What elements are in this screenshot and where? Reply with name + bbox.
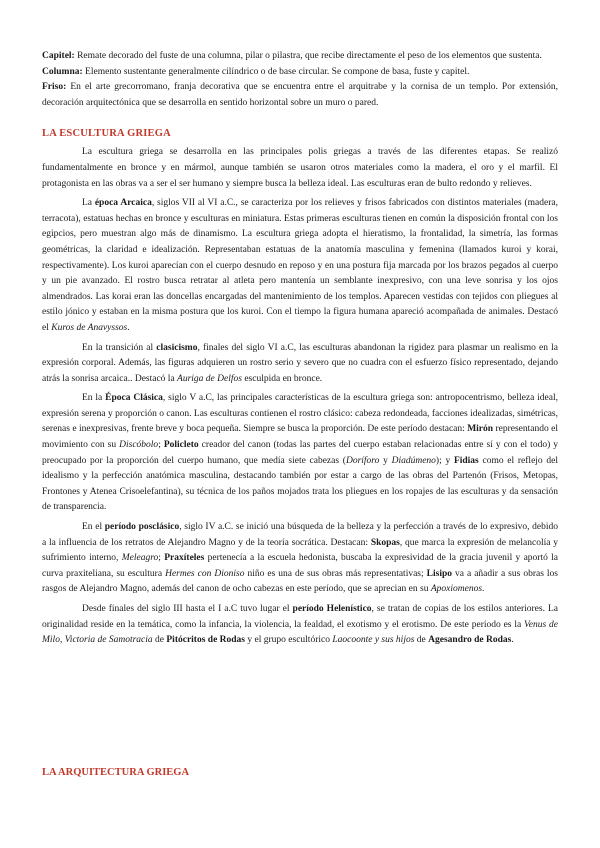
glossary-columna — [42, 65, 558, 81]
paragraph-clasica: En la Época Clásica, siglo V a.C, las principales características de la escultura griega son: antropocentrismo, belleza ideal, expresión serena y proporción o canon. Las esculturas contienen el rostro clásico: cabeza redondeada, facciones idealizadas, simétricas, serenas e inexpresivas, frente breve y boca pequeña. Siempre se busca la proporción. De este período destacan: Mirón representando el movimiento con su Discóbolo; Policleto creador del canon (todas las partes del cuerpo estaban relacionadas entre sí y con el todo) y preocupado por la proporción del cuerpo humano, que medía siete cabezas (Doríforo y Diadúmeno); y Fidias como el reflejo del idealismo y la perfección anatómica masculina, destacando también por estar a cargo de las obras del Partenón (Frisos, Metopas, Frontones y Atenea Crisoelefantina), su técnica de los paños mojados trata los pliegues en los ropajes de las esculturas y da sensación de transparencia. — [42, 393, 559, 513]
paragraph-arcaica: La época Arcaica, siglos VII al VI a.C., se caracteriza por los relieves y frisos fabricados con distintos materiales (madera, terracota), estatuas hechas en bronce y esculturas en miniatura. Estas primeras esculturas tienen en común la disposición frontal con los egipcios, pero muestran algo más de dinamismo. La escultura griega adopta el hieratismo, la frontalidad, la simetría, las formas geométricas, la claridad e idealización. Representaban estatuas de la anatomía masculina y femenina (llamados kuroi y korai, respectivamente). Los kuroi aparecían con el cuerpo desnudo en reposo y en una postura fija marcada por los brazos pegados al cuerpo y un pie avanzado. El rostro busca retratar al atleta pero mantenía un semblante inexpresivo, con una leve sonrisa y los ojos almendrados. Las korai eran las doncellas encargadas del mantenimiento de los templos. Aparecen vestidas con tejidos con pliegues al estilo jónico y estaban en la misma postura que los kuroi. Con el tiempo la figura humana apareció acompañada de animales. Destacó el Kuros de Anavyssos. — [42, 198, 558, 333]
paragraph-intro: La escultura griega se desarrolla en las principales polis griegas a través de las diferentes etapas. Se realizó fundamentalmente en bronce y en mármol, aunque también se usaron otros materiales como la madera, el oro y el marfil. El protagonista en las obras va a ser el ser humano y siempre busca la belleza ideal. Las esculturas eran de bulto redondo y relieves. — [42, 147, 558, 189]
section-heading-escultura: LA ESCULTURA GRIEGA — [42, 128, 171, 140]
glossary-term: Friso: — [42, 82, 67, 93]
paragraph-clasicismo: En la transición al clasicismo, finales del siglo VI a.C, las esculturas abandonan la rigidez para plasmar un realismo en la expresión corporal. Además, las figuras adquieren un rostro serio y severo que no cuadra con el esfuerzo físico representado, dejando atrás la sonrisa arcaica.. Destacó la Auriga de Delfos esculpida en bronce. — [42, 342, 559, 384]
glossary-term: Capitel: — [42, 51, 75, 61]
section-heading-arquitectura: LA ARQUITECTURA GRIEGA — [42, 767, 190, 778]
glossary-capitel — [42, 49, 558, 65]
glossary-definition: Remate decorado del fuste de una columna, pilar o pilastra, que recibe directamente el peso de los elementos que sustenta. — [74, 51, 542, 61]
glossary-friso — [42, 80, 558, 111]
paragraph-helenistico: Desde finales del siglo III hasta el I a.C tuvo lugar el período Helenístico, se tratan de copias de los estilos anteriores. La originalidad reside en la temática, como la infancia, la violencia, la fealdad, el exotismo y el erotismo. De este período es la Venus de Milo, Victoria de Samotracia de Pitócritos de Rodas y el grupo escultórico Laocoonte y sus hijos de Agesandro de Rodas. — [42, 604, 558, 646]
document-page — [42, 49, 558, 649]
paragraph-posclasico: En el período posclásico, siglo IV a.C. se inició una búsqueda de la belleza y la perfección a través de lo expresivo, debido a la influencia de los retratos de Alejandro Magno y de la teoría socrática. Destacan: Skopas, que marca la expresión de melancolía y sufrimiento interno, Meleagro; Praxíteles pertenecía a la escuela hedonista, buscaba la expresividad de la gracia juvenil y aportó la curva praxiteliana, su escultura Hermes con Dioniso niño es una de sus obras más representativas; Lisipo va a añadir a sus obras los rasgos de Alejandro Magno, además del canon de ocho cabezas en este período, que se aprecian en su Apoxiomenos. — [42, 522, 558, 595]
glossary-term: Columna: — [42, 66, 83, 77]
glossary-definition: En el arte grecorromano, franja decorativa que se encuentra entre el arquitrabe y la cornisa de un templo. Por extensión, decoración arquitectónica que se desarrolla en sentido horizontal sobre un muro o pared. — [42, 82, 558, 108]
glossary-definition: Elemento sustentante generalmente cilíndrico o de base circular. Se compone de basa, fuste y capitel. — [82, 66, 470, 77]
